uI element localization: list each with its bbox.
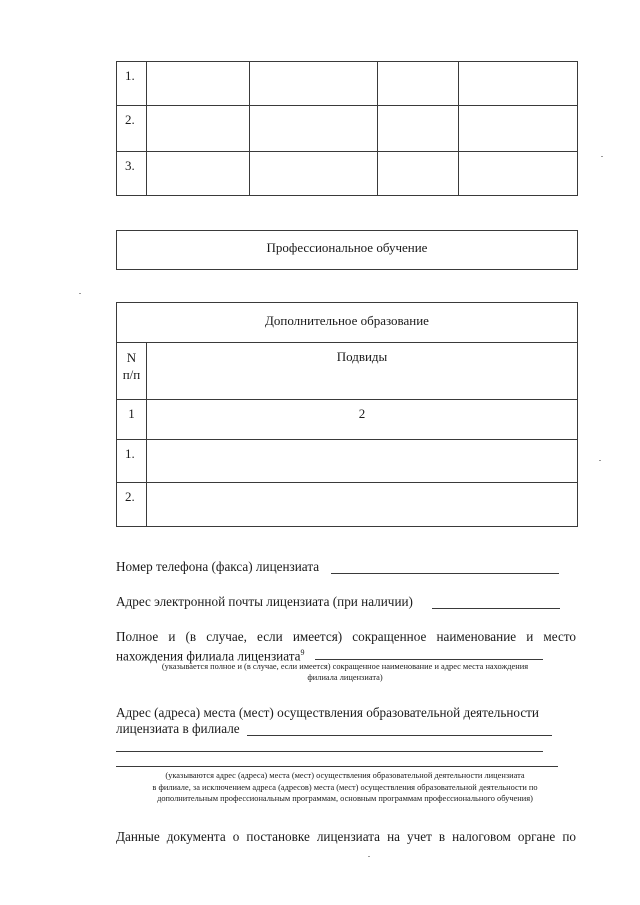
table-row — [117, 152, 578, 196]
branch-label-text: нахождения филиала лицензиата — [116, 648, 301, 664]
row-number: 1. — [117, 440, 147, 483]
col-num-header-n: N — [126, 350, 137, 365]
table-cell — [459, 106, 578, 152]
address-note-line2: в филиале, за исключением адреса (адресов) места (мест) осуществления образовательной деятельности по — [152, 783, 538, 792]
address-field-line1[interactable] — [247, 735, 552, 736]
table-cell — [249, 62, 378, 106]
table-row — [117, 106, 578, 152]
phone-field-line[interactable] — [331, 573, 559, 574]
address-field-line2[interactable] — [116, 751, 543, 752]
scan-speck — [599, 460, 601, 461]
col-num-header-pp: п/п — [122, 367, 141, 382]
col-subtypes-header: Подвиды — [146, 343, 577, 400]
branch-field-line[interactable] — [315, 659, 543, 660]
address-note-line1: (указываются адрес (адреса) места (мест) осуществления образовательной деятельности лицензиата — [165, 771, 525, 780]
index-sub: 2 — [146, 400, 577, 440]
branch-note-line2: филиала лицензиата) — [307, 673, 383, 682]
table-row — [117, 483, 578, 527]
phone-label: Номер телефона (факса) лицензиата — [116, 559, 320, 574]
scan-speck — [601, 156, 603, 157]
top-table — [116, 61, 578, 196]
dop-education-header: Дополнительное образование — [117, 303, 578, 343]
row-number: 1. — [117, 62, 147, 106]
row-number: 2. — [117, 106, 147, 152]
table-row — [117, 440, 578, 483]
scan-speck — [368, 856, 370, 857]
row-number: 2. — [117, 483, 147, 527]
table-cell — [378, 62, 459, 106]
email-label: Адрес электронной почты лицензиата (при наличии) — [116, 594, 413, 609]
table-cell — [146, 106, 249, 152]
address-field-line3[interactable] — [116, 766, 558, 767]
table-row — [117, 62, 578, 106]
table-cell — [249, 106, 378, 152]
address-label-line1: Адрес (адреса) места (мест) осуществления образовательной деятельности — [116, 705, 539, 720]
prof-training-box — [116, 230, 578, 270]
prof-training-label: Профессиональное обучение — [117, 231, 578, 270]
address-note-line3: дополнительным профессиональным программам, основным программам профессионального обучения) — [157, 794, 533, 803]
table-cell — [378, 106, 459, 152]
email-field-line[interactable] — [432, 608, 560, 609]
col-num-header — [117, 343, 147, 400]
footnote-marker: 9 — [300, 648, 305, 657]
dop-education-table — [116, 302, 578, 527]
table-cell — [146, 440, 577, 483]
table-cell — [146, 152, 249, 196]
address-label-line2: лицензиата в филиале — [116, 721, 240, 736]
tax-label: Данные документа о постановке лицензиата на учет в налоговом органе по — [116, 829, 576, 844]
branch-note-line1: (указывается полное и (в случае, если имеется) сокращенное наименование и адрес места нахождения — [161, 662, 529, 671]
table-row — [117, 400, 578, 440]
branch-label-line1: Полное и (в случае, если имеется) сокращенное наименование и место — [116, 629, 576, 644]
index-num: 1 — [117, 400, 147, 440]
table-cell — [459, 62, 578, 106]
table-cell — [249, 152, 378, 196]
scan-speck — [79, 293, 81, 294]
table-cell — [378, 152, 459, 196]
table-cell — [146, 483, 577, 527]
row-number: 3. — [117, 152, 147, 196]
table-cell — [146, 62, 249, 106]
table-cell — [459, 152, 578, 196]
